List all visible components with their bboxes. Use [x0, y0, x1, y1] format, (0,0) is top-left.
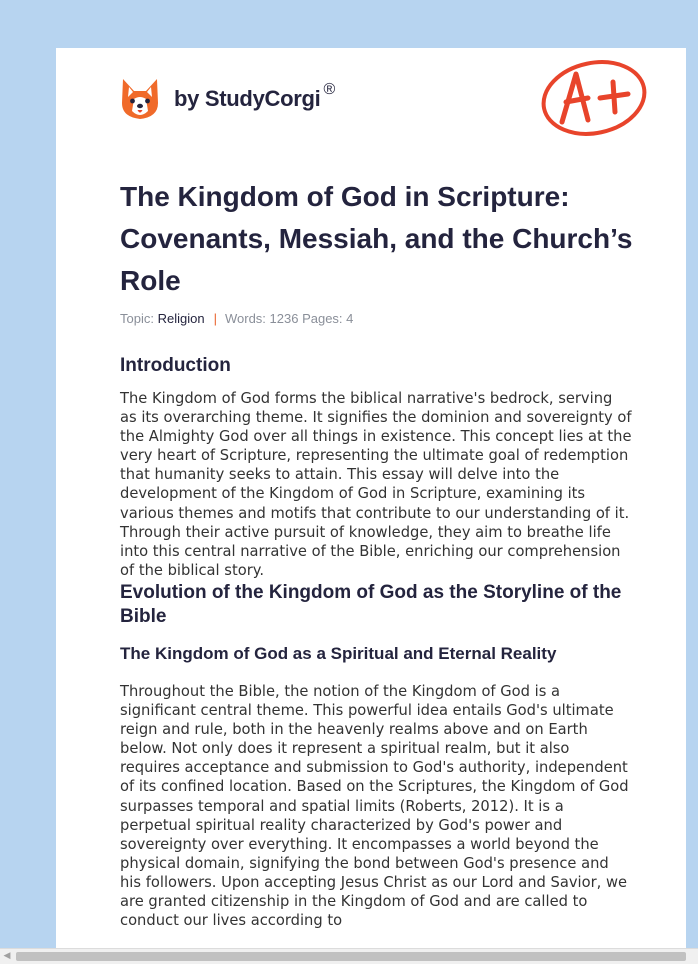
grade-a-plus-badge: [538, 58, 650, 140]
horizontal-scrollbar[interactable]: [0, 948, 698, 964]
brand-name: by StudyCorgi: [174, 86, 321, 111]
document-body: [120, 354, 632, 930]
page-count: Pages: 4: [302, 311, 354, 326]
registered-mark: ®: [323, 81, 336, 98]
scroll-left-icon[interactable]: ◀: [3, 951, 11, 961]
scrollbar-thumb[interactable]: [16, 952, 686, 961]
spiritual-reality-paragraph: Throughout the Bible, the notion of the Kingdom of God is a significant central theme. This powerful idea entails God's ultimate reign and rule, both in the heavenly realms above and on Earth below. Not only does it represent a spiritual realm, but it also requires acceptance and submission to God's authority, independent of its confined location. Based on the Scriptures, the Kingdom of God surpasses temporal and spatial limits (Roberts, 2012). It is a perpetual spiritual reality characterized by God's power and sovereignty over everything. It encompasses a world beyond the physical domain, signifying the bond between God's presence and his followers. Upon accepting Jesus Christ as our Lord and Savior, we are granted citizenship in the Kingdom of God and are called to conduct our lives according to: [120, 682, 629, 930]
topic-link[interactable]: Religion: [157, 311, 205, 326]
spiritual-reality-heading: The Kingdom of God as a Spiritual and Eternal Reality: [120, 643, 557, 663]
studycorgi-logo[interactable]: [120, 76, 335, 122]
document-title: The Kingdom of God in Scripture: Covenants, Messiah, and the Church’s Role: [120, 181, 633, 296]
introduction-paragraph: The Kingdom of God forms the biblical narrative's bedrock, serving as its overarching theme. It signifies the dominion and sovereignty of the Almighty God over all things in existence. This concept lies at the very heart of Scripture, representing the ultimate goal of redemption that humanity seeks to attain. This essay will delve into the development of the Kingdom of God in Scripture, examining its various themes and motifs that contribute to our understanding of it. Through their active pursuit of knowledge, they aim to breathe life into this central narrative of the Bible, enriching our comprehension of the biblical story.: [120, 390, 632, 579]
topic-label: Topic:: [120, 311, 154, 326]
meta-separator: |: [213, 311, 217, 326]
introduction-heading: Introduction: [120, 355, 231, 376]
evolution-heading: Evolution of the Kingdom of God as the Storyline of the Bible: [120, 581, 622, 627]
word-count: Words: 1236: [224, 311, 299, 326]
document-page: [56, 48, 686, 964]
document-meta: [120, 311, 353, 326]
corgi-icon: [120, 77, 160, 121]
